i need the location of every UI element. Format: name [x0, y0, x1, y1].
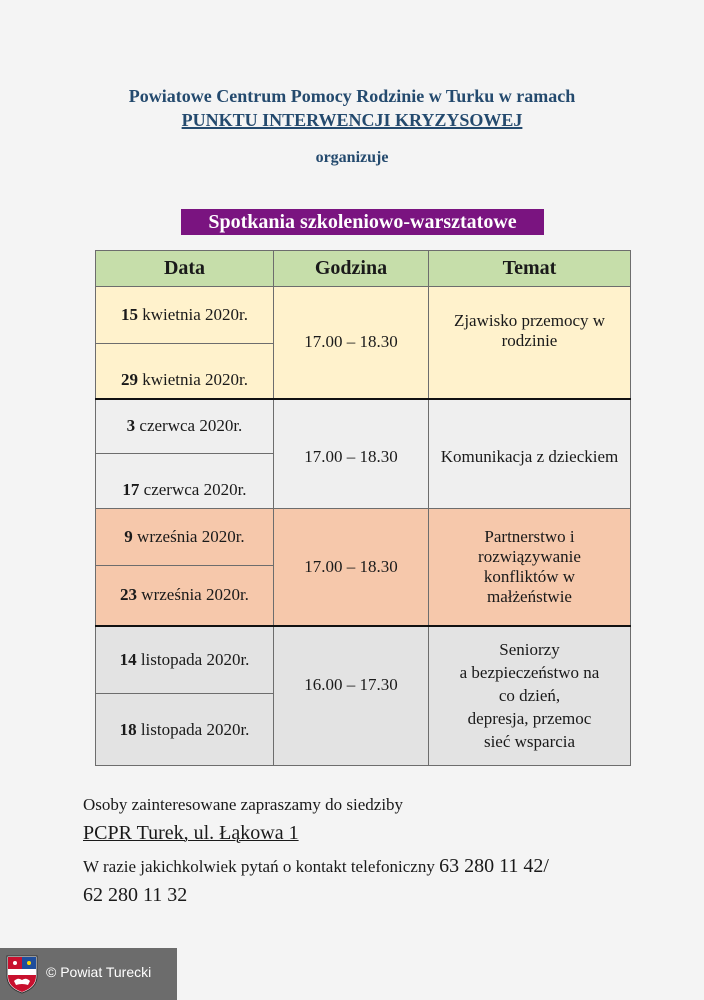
date-cell — [96, 694, 274, 766]
contact-info — [83, 852, 683, 910]
date-cell — [96, 399, 274, 454]
header-topic: Temat — [429, 251, 631, 287]
table-row — [96, 287, 631, 344]
date-cell — [96, 454, 274, 509]
date-rest: listopada 2020r. — [136, 649, 250, 669]
topic-cell: Zjawisko przemocy w rodzinie — [429, 287, 631, 399]
date-day: 29 — [120, 369, 138, 389]
phone-number-2: 62 280 11 32 — [83, 884, 188, 906]
phone-number-1: 63 280 11 42/ — [439, 855, 549, 877]
date-rest: czerwca 2020r. — [139, 480, 247, 499]
header-time: Godzina — [274, 251, 429, 287]
topic-cell: Partnerstwo i rozwiązywanie konfliktów w małżeństwie — [429, 509, 631, 626]
table-header-row — [96, 251, 631, 287]
topic-line: Seniorzy — [499, 640, 560, 660]
date-day: 23 — [120, 585, 138, 605]
program-name — [0, 110, 704, 131]
topic-line: co dzień, — [498, 686, 561, 706]
header-date: Data — [96, 251, 274, 287]
time-cell: 17.00 – 18.30 — [274, 287, 429, 399]
table-row — [96, 626, 631, 694]
date-rest: listopada 2020r. — [136, 719, 250, 739]
date-rest: kwietnia 2020r. — [137, 369, 248, 389]
date-day: 3 — [126, 416, 136, 436]
date-day: 17 — [122, 480, 140, 499]
address: PCPR Turek, ul. Łąkowa 1 — [83, 822, 299, 844]
time-cell: 17.00 – 18.30 — [274, 509, 429, 626]
table-row — [96, 399, 631, 454]
contact-text: W razie jakichkolwiek pytań o kontakt telefoniczny — [83, 857, 440, 876]
date-rest: września 2020r. — [132, 527, 245, 546]
credit-badge — [0, 948, 177, 1000]
time-cell: 16.00 – 17.30 — [274, 626, 429, 766]
date-cell — [96, 566, 274, 626]
invitation-text: Osoby zainteresowane zapraszamy do siedziby — [83, 795, 404, 814]
date-cell — [96, 287, 274, 344]
schedule-table — [95, 250, 631, 766]
organizes-line: organizuje — [315, 149, 389, 166]
date-day: 18 — [119, 719, 137, 739]
date-rest: kwietnia 2020r. — [137, 305, 248, 324]
date-day: 9 — [124, 527, 133, 546]
date-rest: września 2020r. — [137, 585, 249, 605]
topic-cell: Komunikacja z dzieckiem — [429, 399, 631, 509]
date-cell — [96, 344, 274, 399]
topic-line: sieć wsparcia — [483, 732, 576, 752]
coat-of-arms-icon — [5, 954, 39, 994]
topic-line: a bezpieczeństwo na — [459, 663, 600, 683]
program-name-text: PUNKTU INTERWENCJI KRYZYSOWEJ — [181, 110, 523, 130]
topic-cell — [429, 626, 631, 766]
time-cell: 17.00 – 18.30 — [274, 399, 429, 509]
date-day: 14 — [119, 649, 137, 669]
date-cell — [96, 509, 274, 566]
date-rest: czerwca 2020r. — [135, 416, 243, 436]
organizer-line: Powiatowe Centrum Pomocy Rodzinie w Turku w ramach — [128, 86, 576, 106]
event-title: Spotkania szkoleniowo-warsztatowe — [181, 209, 544, 235]
date-cell — [96, 626, 274, 694]
table-row — [96, 509, 631, 566]
topic-line: depresja, przemoc — [467, 709, 592, 729]
photo-credit: © Powiat Turecki — [46, 964, 152, 980]
date-day: 15 — [120, 305, 138, 324]
